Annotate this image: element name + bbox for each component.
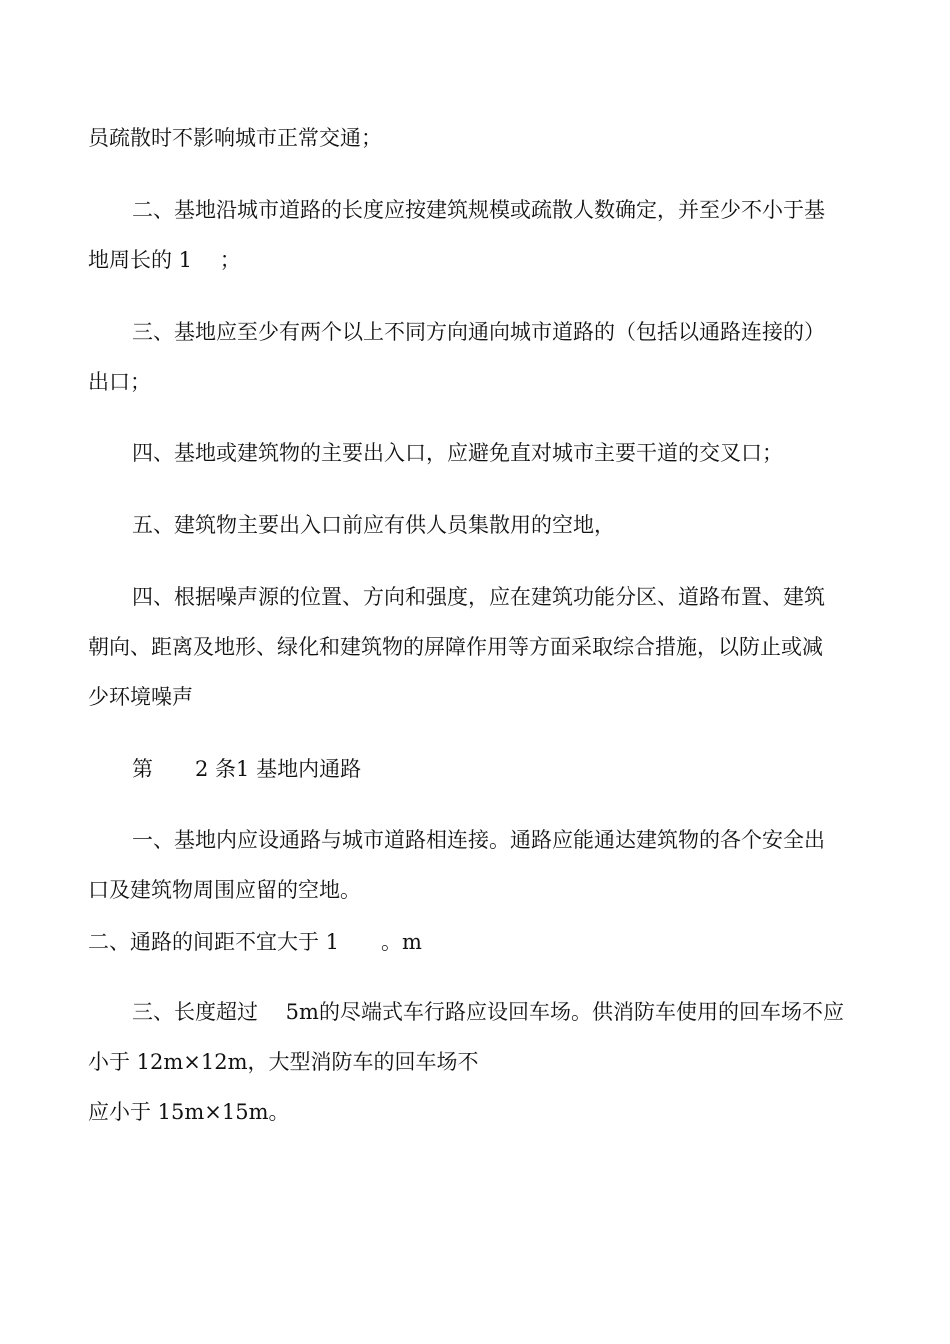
text-line: 四、根据噪声源的位置、方向和强度，应在建筑功能分区、道路布置、建筑 — [132, 585, 825, 609]
text-line: 二、基地沿城市道路的长度应按建筑规模或疏散人数确定，并至少不小于基 — [132, 198, 825, 222]
text-line: 二、通路的间距不宜大于 1 。m — [88, 930, 422, 954]
text-line: 出口； — [88, 370, 151, 394]
text-line: 口及建筑物周围应留的空地。 — [88, 878, 361, 902]
text-line: 应小于 15m×15m。 — [88, 1100, 290, 1124]
text-line: 地周长的 1 ； — [88, 248, 241, 272]
text-line: 三、基地应至少有两个以上不同方向通向城市道路的（包括以通路连接的） — [132, 320, 825, 344]
text-line: 四、基地或建筑物的主要出入口，应避免直对城市主要干道的交叉口； — [132, 441, 783, 465]
text-line: 员疏散时不影响城市正常交通； — [88, 126, 382, 150]
text-line: 少环境噪声 — [88, 685, 193, 709]
text-line: 小于 12m×12m，大型消防车的回车场不 — [88, 1050, 479, 1074]
text-line: 五、建筑物主要出入口前应有供人员集散用的空地， — [132, 513, 615, 537]
text-line: 朝向、距离及地形、绿化和建筑物的屏障作用等方面采取综合措施，以防止或减 — [88, 635, 823, 659]
section-heading: 第 2 条1 基地内通路 — [132, 757, 362, 781]
text-line: 三、长度超过 5m的尽端式车行路应设回车场。供消防车使用的回车场不应 — [132, 1000, 844, 1024]
text-line: 一、基地内应设通路与城市道路相连接。通路应能通达建筑物的各个安全出 — [132, 828, 825, 852]
